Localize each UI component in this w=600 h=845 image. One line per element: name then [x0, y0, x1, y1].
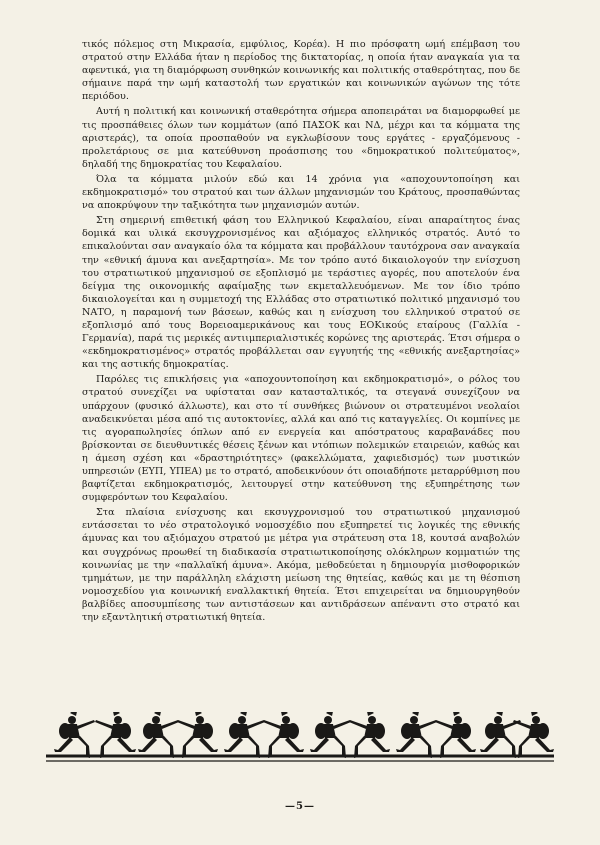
warrior-figure [54, 712, 95, 758]
warrior-figure [310, 712, 351, 758]
warrior-figure [95, 712, 136, 758]
warrior-figure [396, 712, 437, 758]
paragraph-4: Στη σημερινή επιθετική φάση του Ελληνικού Κεφαλαίου, είναι απαραίτητος ένας δομικά και υλικά εκσυγχρονισμένος και αξιόμαχος ελληνικός στρατός. Αυτό το επικαλούνται σαν αναγκαίο όλα τα κόμματα και προβάλλουν ταυτόχρονα σαν αναγκαία την «εθνική άμυνα και ανεξαρτησία». Με τον τρόπο αυτό δικαιολογούν την ενίσχυση του στρατιωτικού μηχανισμού σε εξοπλισμό με τεράστιες αγορές, που αποτελούν ένα δείγμα της οικονομικής αφαίμαξης των εκμεταλλευόμενων. Με τον ίδιο τρόπο δικαιολογείται και η συμμετοχή της Ελλάδας στο στρατιωτικό πολιτικό μηχανισμό του ΝΑΤΟ, η παραμονή των βάσεων, καθώς και η ενίσχυση του ελληνικού στρατού σε εξοπλισμό από τους Βορειοαμερικάνους και τους ΕΟΚικούς εταίρους (Γαλλία - Γερμανία), παρά τις μερικές αντιιμπεριαλιστικές κορώνες της αριστεράς. Έτσι σήμερα ο «εκδημοκρατισμένος» στρατός προβάλλεται σαν εγγυητής της «εθνικής ανεξαρτησίας» και της αστικής δημοκρατίας. [82, 215, 520, 371]
warrior-figure [435, 712, 476, 758]
body-text [82, 38, 520, 624]
paragraph-3: Όλα τα κόμματα μιλούν εδώ και 14 χρόνια για «αποχουντοποίηση και εκδημοκρατισμό» του στρατού και των άλλων μηχανισμών του Κράτους, προσπαθώντας να αποκρύψουν την ταξικότητα των μηχανισμών αυτών. [82, 173, 520, 212]
paragraph-1: τικός πόλεμος στη Μικρασία, εμφύλιος, Κορέα). Η πιο πρόσφατη ωμή επέμβαση του στρατού στην Ελλάδα ήταν η περίοδος της δικτατορίας, η οποία ήταν αναγκαία για τα αφεντικά, για τη διαμόρφωση συνθηκών κοινωνικής και πολιτικής σταθερότητας, που δε σήμαινε παρά την ωμή καταστολή των εργατικών και κοινωνικών αγώνων της τότε περιόδου. [82, 39, 520, 103]
paragraph-2: Αυτή η πολιτική και κοινωνική σταθερότητα σήμερα αποπειράται να διαμορφωθεί με τις προσπάθειες όλων των κομμάτων (από ΠΑΣΟΚ και ΝΔ, μέχρι και τα κόμματα της αριστεράς), τα οποία προσπαθούν να εγκλωβίσουν τους εργάτες - εργαζόμενους - προλετάριους σε μια κατεύθυνση προάσπισης του «δημοκρατικού πολιτεύματος», δηλαδή της δημοκρατίας του Κεφαλαίου. [82, 106, 520, 170]
warrior-figure [138, 712, 179, 758]
warrior-figure [480, 712, 521, 758]
warrior-figure [177, 712, 218, 758]
warrior-figure [349, 712, 390, 758]
paragraph-6: Στα πλαίσια ενίσχυσης και εκσυγχρονισμού του στρατιωτικού μηχανισμού εντάσσεται το νέο στρατολογικό νομοσχέδιο που εξυπηρετεί τις λογικές της εθνικής άμυνας και του αξιόμαχου στρατού με μέτρα για στράτευση στα 18, κουτσά αναβολών και συγχρόνως προωθεί τη διαδικασία στρατιωτικοποίησης ολόκληρων κομματιών της κοινωνίας με την «παλλαϊκή άμυνα». Ακόμα, μεθοδεύεται η δημιουργία μισθοφορικών τμημάτων, με την παράλληλη ελάχιστη μείωση της θητείας, καθώς και με τη θέσπιση νομοσχεδίου για κοινωνική εναλλακτική θητεία. Έτσι επιχειρείται να δημιουργηθούν βαλβίδες αποσυμπίεσης των αντιστάσεων και αντιδράσεων απέναντι στο στρατό και την εξαντλητική στρατιωτική θητεία. [82, 507, 520, 624]
warrior-figure [513, 712, 554, 758]
ancient-warriors-frieze-illustration [42, 712, 558, 770]
warrior-figure [263, 712, 304, 758]
page-number: —5— [285, 801, 315, 812]
warrior-figure [224, 712, 265, 758]
paragraph-5: Παρόλες τις επικλήσεις για «αποχουντοποίηση και εκδημοκρατισμό», ο ρόλος του στρατού συνεχίζει να υφίσταται σαν κατασταλτικός, τα στεγανά συνεχίζουν να υπάρχουν (φυσικό άλλωστε), και στο τί συνθήκες βιώνουν οι στρατευμένοι νεολαίοι αναδεικνύεται μέσα από τις αυτοκτονίες, αλλά και από τις καταγγελίες. Οι κομπίνες με τις αγοραπωλησίες όπλων από εν ενεργεία και απόστρατους καραβανάδες που βρίσκονται σε διευθυντικές θέσεις ξένων και ντόπιων πολεμικών εταιρειών, καθώς και η άμεση σχέση και «δραστηριότητες» (φακελλώματα, χαφιεδισμός) των μυστικών υπηρεσιών (ΕΥΠ, ΥΠΕΑ) με το στρατό, αποδεικνύουν ότι οποιαδήποτε μεταρρύθμιση που βαφτίζεται εκδημοκρατισμός, λειτουργεί στην κατεύθυνση της εξυπηρέτησης των συμφερόντων του Κεφαλαίου. [82, 374, 520, 504]
